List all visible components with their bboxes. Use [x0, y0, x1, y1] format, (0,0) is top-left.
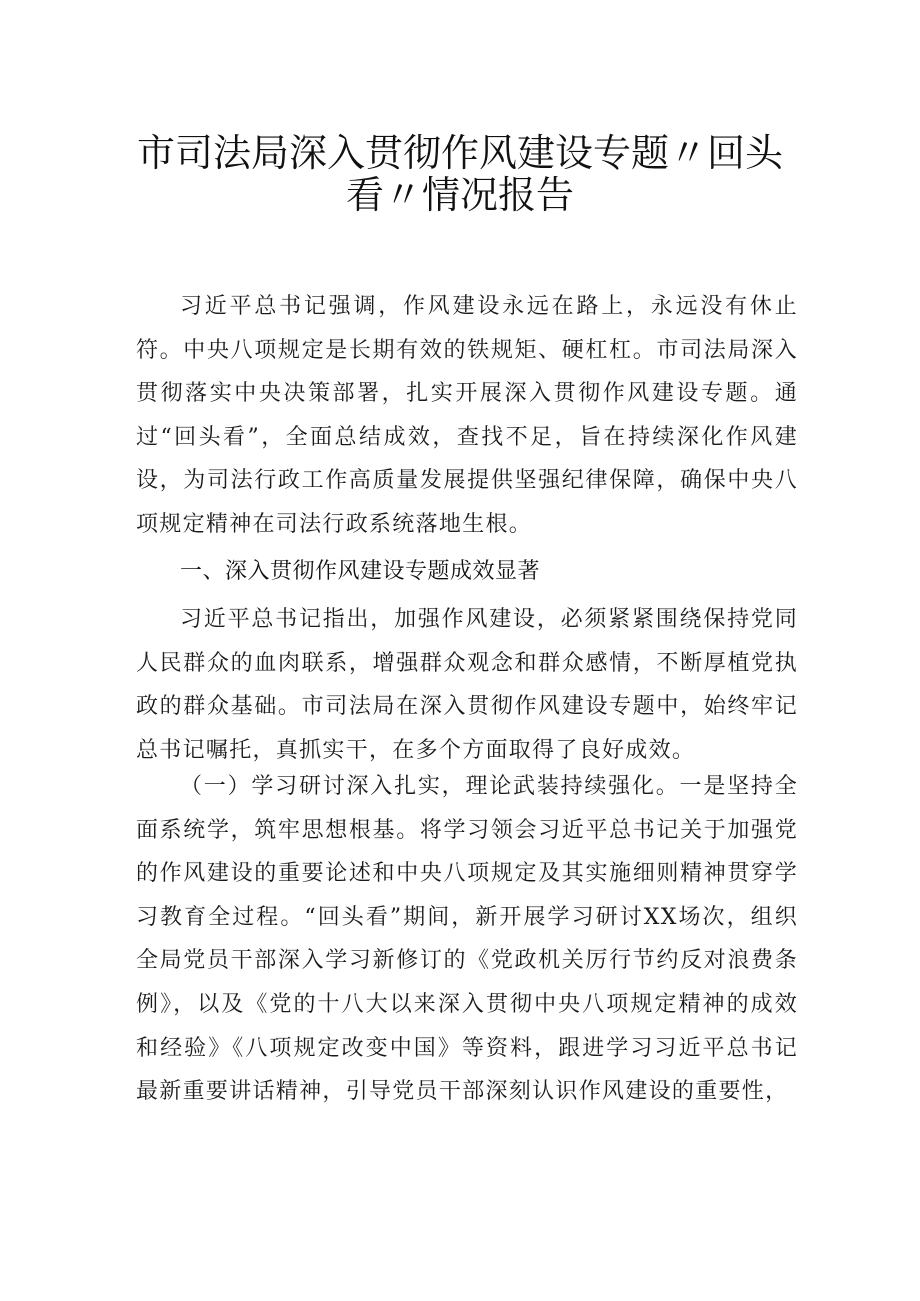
document-title-line-2: 看〃情况报告: [345, 173, 574, 217]
subsection-1-paragraph: （一）学习研讨深入扎实，理论武装持续强化。一是坚持全面系统学，筑牢思想根基。将学习领会习近平总书记关于加强党的作风建设的重要论述和中央八项规定及其实施细则精神贯穿学习教育全过程。“回头看”期间，新开展学习研讨XX场次，组织全局党员干部深入学习新修订的《党政机关厉行节约反对浪费条例》，以及《党的十八大以来深入贯彻中央八项规定精神的成效和经验》《八项规定改变中国》等资料，跟进学习习近平总书记最新重要讲话精神，引导党员干部深刻认识作风建设的重要性，: [136, 774, 798, 1105]
section-1-heading: 一、深入贯彻作风建设专题成效显著: [180, 559, 541, 584]
section-1-paragraph: 习近平总书记指出，加强作风建设，必须紧紧围绕保持党同人民群众的血肉联系，增强群众观念和群众感情，不断厚植党执政的群众基础。市司法局在深入贯彻作风建设专题中，始终牢记总书记嘱托，真抓实干，在多个方面取得了良好成效。: [136, 607, 798, 763]
document-title-line-1: 市司法局深入贯彻作风建设专题〃回头: [136, 131, 783, 175]
intro-paragraph: 习近平总书记强调，作风建设永远在路上，永远没有休止符。中央八项规定是长期有效的铁规矩、硬杠杠。市司法局深入贯彻落实中央决策部署，扎实开展深入贯彻作风建设专题。通过“回头看”，全面总结成效，查找不足，旨在持续深化作风建设，为司法行政工作高质量发展提供坚强纪律保障，确保中央八项规定精神在司法行政系统落地生根。: [136, 294, 798, 537]
